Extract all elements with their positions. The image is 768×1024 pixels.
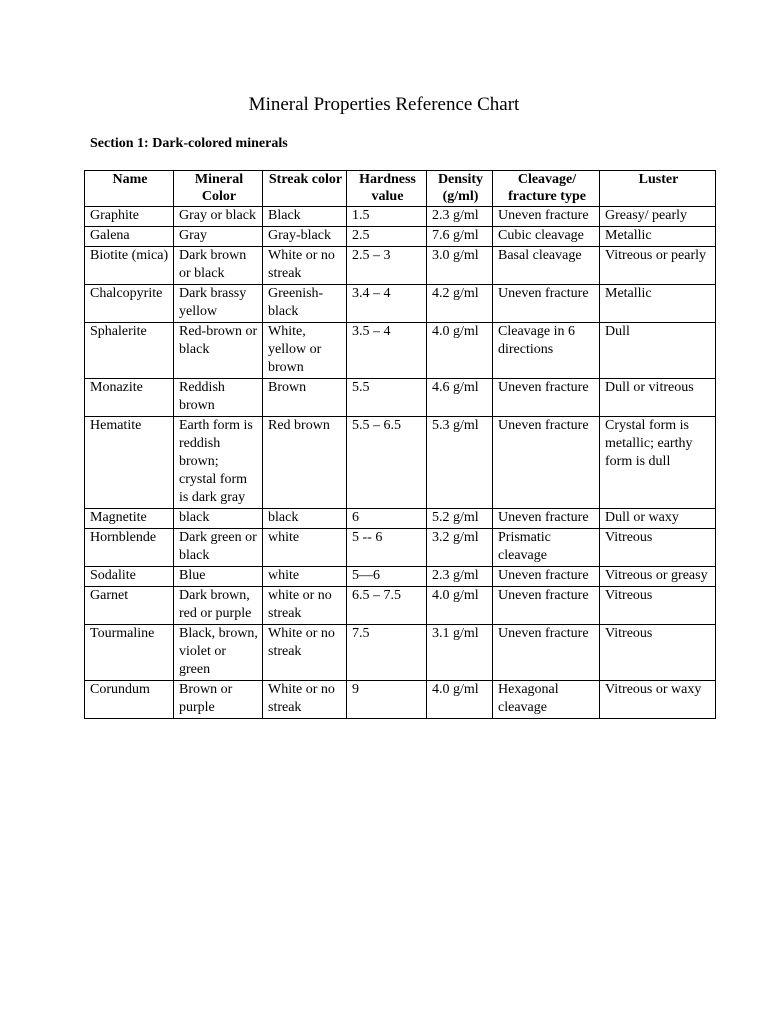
table-row (85, 247, 716, 285)
header-cleavage: Cleavage/ fracture type (493, 171, 600, 207)
cell-mineral-color: Dark brown or black (174, 247, 263, 285)
cell-mineral-color: Brown or purple (174, 681, 263, 719)
cell-luster: Dull or waxy (600, 509, 716, 529)
cell-luster: Vitreous or pearly (600, 247, 716, 285)
header-density: Density (g/ml) (427, 171, 493, 207)
cell-density: 5.2 g/ml (427, 509, 493, 529)
cell-streak-color: white (263, 529, 347, 567)
table-row (85, 323, 716, 379)
cell-streak-color: Gray-black (263, 227, 347, 247)
cell-cleavage: Uneven fracture (493, 379, 600, 417)
cell-cleavage: Uneven fracture (493, 417, 600, 509)
cell-hardness: 7.5 (347, 625, 427, 681)
cell-cleavage: Uneven fracture (493, 207, 600, 227)
header-name: Name (85, 171, 174, 207)
cell-hardness: 3.4 – 4 (347, 285, 427, 323)
cell-name: Galena (85, 227, 174, 247)
cell-hardness: 3.5 – 4 (347, 323, 427, 379)
cell-mineral-color: Dark brassy yellow (174, 285, 263, 323)
cell-luster: Vitreous (600, 625, 716, 681)
header-luster: Luster (600, 171, 716, 207)
table-row (85, 207, 716, 227)
cell-streak-color: White or no streak (263, 247, 347, 285)
cell-name: Graphite (85, 207, 174, 227)
mineral-properties-table (84, 170, 716, 719)
cell-streak-color: black (263, 509, 347, 529)
table-row (85, 509, 716, 529)
cell-name: Sodalite (85, 567, 174, 587)
cell-hardness: 1.5 (347, 207, 427, 227)
table-row (85, 417, 716, 509)
cell-streak-color: White or no streak (263, 681, 347, 719)
cell-density: 2.3 g/ml (427, 207, 493, 227)
header-mineral-color: Mineral Color (174, 171, 263, 207)
header-streak-color: Streak color (263, 171, 347, 207)
page-title: Mineral Properties Reference Chart (248, 94, 520, 115)
cell-streak-color: white (263, 567, 347, 587)
cell-cleavage: Uneven fracture (493, 587, 600, 625)
table-row (85, 625, 716, 681)
cell-cleavage: Uneven fracture (493, 509, 600, 529)
cell-cleavage: Cubic cleavage (493, 227, 600, 247)
cell-density: 5.3 g/ml (427, 417, 493, 509)
cell-name: Sphalerite (85, 323, 174, 379)
cell-density: 4.0 g/ml (427, 681, 493, 719)
cell-luster: Dull or vitreous (600, 379, 716, 417)
table-row (85, 529, 716, 567)
header-hardness: Hardness value (347, 171, 427, 207)
cell-density: 7.6 g/ml (427, 227, 493, 247)
cell-luster: Metallic (600, 285, 716, 323)
cell-streak-color: Brown (263, 379, 347, 417)
section-heading: Section 1: Dark-colored minerals (90, 136, 288, 151)
cell-mineral-color: Black, brown, violet or green (174, 625, 263, 681)
cell-cleavage: Uneven fracture (493, 625, 600, 681)
cell-density: 2.3 g/ml (427, 567, 493, 587)
cell-luster: Greasy/ pearly (600, 207, 716, 227)
cell-mineral-color: Earth form is reddish brown; crystal form is dark gray (174, 417, 263, 509)
cell-mineral-color: black (174, 509, 263, 529)
cell-density: 3.2 g/ml (427, 529, 493, 567)
cell-name: Corundum (85, 681, 174, 719)
cell-streak-color: White or no streak (263, 625, 347, 681)
cell-luster: Crystal form is metallic; earthy form is dull (600, 417, 716, 509)
cell-density: 4.0 g/ml (427, 323, 493, 379)
cell-name: Garnet (85, 587, 174, 625)
cell-hardness: 5 -- 6 (347, 529, 427, 567)
cell-luster: Vitreous (600, 529, 716, 567)
cell-hardness: 5—6 (347, 567, 427, 587)
cell-cleavage: Prismatic cleavage (493, 529, 600, 567)
cell-hardness: 2.5 (347, 227, 427, 247)
cell-cleavage: Uneven fracture (493, 567, 600, 587)
cell-luster: Metallic (600, 227, 716, 247)
cell-mineral-color: Reddish brown (174, 379, 263, 417)
cell-hardness: 5.5 (347, 379, 427, 417)
table-row (85, 587, 716, 625)
cell-name: Hornblende (85, 529, 174, 567)
cell-mineral-color: Dark green or black (174, 529, 263, 567)
cell-mineral-color: Blue (174, 567, 263, 587)
cell-hardness: 9 (347, 681, 427, 719)
cell-cleavage: Cleavage in 6 directions (493, 323, 600, 379)
cell-name: Biotite (mica) (85, 247, 174, 285)
cell-luster: Vitreous or greasy (600, 567, 716, 587)
cell-density: 3.1 g/ml (427, 625, 493, 681)
cell-streak-color: Red brown (263, 417, 347, 509)
cell-streak-color: Black (263, 207, 347, 227)
cell-density: 4.6 g/ml (427, 379, 493, 417)
table-row (85, 681, 716, 719)
cell-streak-color: Greenish-black (263, 285, 347, 323)
table-row (85, 567, 716, 587)
cell-name: Monazite (85, 379, 174, 417)
cell-mineral-color: Gray or black (174, 207, 263, 227)
cell-streak-color: white or no streak (263, 587, 347, 625)
cell-density: 3.0 g/ml (427, 247, 493, 285)
cell-name: Chalcopyrite (85, 285, 174, 323)
cell-name: Magnetite (85, 509, 174, 529)
cell-luster: Vitreous (600, 587, 716, 625)
cell-mineral-color: Dark brown, red or purple (174, 587, 263, 625)
cell-cleavage: Hexagonal cleavage (493, 681, 600, 719)
table-row (85, 285, 716, 323)
cell-cleavage: Basal cleavage (493, 247, 600, 285)
cell-name: Hematite (85, 417, 174, 509)
cell-density: 4.0 g/ml (427, 587, 493, 625)
table-row (85, 227, 716, 247)
cell-hardness: 6 (347, 509, 427, 529)
cell-luster: Dull (600, 323, 716, 379)
table-header-row (85, 171, 716, 207)
cell-name: Tourmaline (85, 625, 174, 681)
cell-hardness: 6.5 – 7.5 (347, 587, 427, 625)
cell-mineral-color: Gray (174, 227, 263, 247)
cell-density: 4.2 g/ml (427, 285, 493, 323)
table-row (85, 379, 716, 417)
cell-mineral-color: Red-brown or black (174, 323, 263, 379)
cell-hardness: 5.5 – 6.5 (347, 417, 427, 509)
cell-cleavage: Uneven fracture (493, 285, 600, 323)
cell-luster: Vitreous or waxy (600, 681, 716, 719)
cell-streak-color: White, yellow or brown (263, 323, 347, 379)
cell-hardness: 2.5 – 3 (347, 247, 427, 285)
